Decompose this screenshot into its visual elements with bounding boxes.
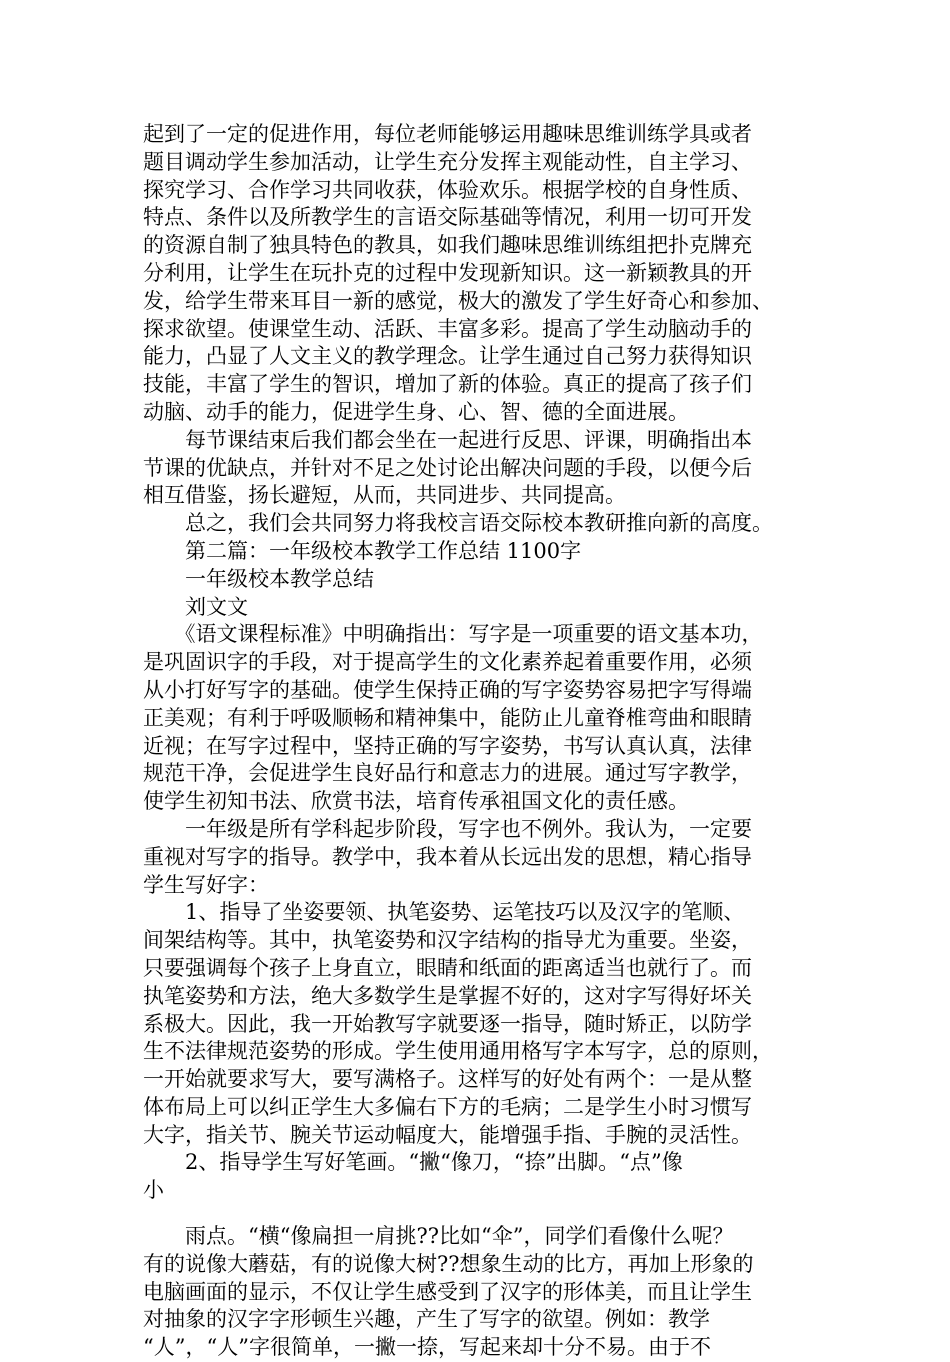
text-line: 分利用，让学生在玩扑克的过程中发现新知识。这一新颖教具的开 <box>143 260 752 285</box>
paragraph-gap <box>143 1205 823 1223</box>
text-line: 发，给学生带来耳目一新的感觉，极大的激发了学生好奇心和参加、 <box>143 288 773 313</box>
text-line: 一年级是所有学科起步阶段，写字也不例外。我认为，一定要 <box>143 816 752 841</box>
text-line: 重视对写字的指导。教学中，我本着从长远出发的思想，精心指导 <box>143 844 752 869</box>
text-line: 有的说像大蘑菇，有的说像大树??想象生动的比方，再加上形象的 <box>143 1251 754 1276</box>
section-title: 第二篇：一年级校本教学工作总结 1100字 <box>143 538 582 563</box>
text-line: 相互借鉴，扬长避短，从而，共同进步、共同提高。 <box>143 483 626 508</box>
text-line: 正美观；有利于呼吸顺畅和精神集中，能防止儿童脊椎弯曲和眼睛 <box>143 705 752 730</box>
text-line: 技能，丰富了学生的智识，增加了新的体验。真正的提高了孩子们 <box>143 372 752 397</box>
text-line: 是巩固识字的手段，对于提高学生的文化素养起着重要作用，必须 <box>143 650 752 675</box>
text-line: 生不法律规范姿势的形成。学生使用通用格写字本写字，总的原则， <box>143 1039 773 1064</box>
text-line: 1、指导了坐姿要领、执笔姿势、运笔技巧以及汉字的笔顺、 <box>143 900 745 925</box>
text-line: 节课的优缺点，并针对不足之处讨论出解决问题的手段，以便今后 <box>143 455 752 480</box>
text-line: 系极大。因此，我一开始教写字就要逐一指导，随时矫正，以防学 <box>143 1011 752 1036</box>
text-line: 总之，我们会共同努力将我校言语交际校本教研推向新的高度。 <box>143 511 773 536</box>
text-line: 规范干净，会促进学生良好品行和意志力的进展。通过写字教学， <box>143 761 752 786</box>
text-line: 雨点。“横“像扁担一肩挑??比如“伞”，同学们看像什么呢？ <box>143 1224 734 1249</box>
document-body <box>143 121 823 1362</box>
text-line: 2、指导学生写好笔画。“撇“像刀，“捺”出脚。“点”像 <box>143 1150 683 1175</box>
text-line: 起到了一定的促进作用，每位老师能够运用趣味思维训练学具或者 <box>143 122 752 146</box>
text-line: 体布局上可以纠正学生大多偏右下方的毛病；二是学生小时习惯写 <box>143 1094 752 1119</box>
text-line: 只要强调每个孩子上身直立，眼睛和纸面的距离适当也就行了。而 <box>143 955 752 980</box>
text-line: “人”，“人”字很简单，一撇一捺，写起来却十分不易。由于不 <box>143 1335 711 1360</box>
text-line: 能力，凸显了人文主义的教学理念。让学生通过自己努力获得知识 <box>143 344 752 369</box>
text-line: 使学生初知书法、欣赏书法，培育传承祖国文化的责任感。 <box>143 789 689 814</box>
text-line: 学生写好字： <box>143 872 269 897</box>
text-line: 从小打好写字的基础。使学生保持正确的写字姿势容易把字写得端 <box>143 677 752 702</box>
text-line: 间架结构等。其中，执笔姿势和汉字结构的指导尤为重要。坐姿， <box>143 928 752 953</box>
text-line: 小 <box>143 1178 164 1203</box>
text-line: 近视；在写字过程中，坚持正确的写字姿势，书写认真认真，法律 <box>143 733 752 758</box>
text-line: 探求欲望。使课堂生动、活跃、丰富多彩。提高了学生动脑动手的 <box>143 316 752 341</box>
text-line: 动脑、动手的能力，促进学生身、心、智、德的全面进展。 <box>143 399 689 424</box>
text-line: 执笔姿势和方法，绝大多数学生是掌握不好的，这对字写得好坏关 <box>143 983 752 1008</box>
text-line: 一开始就要求写大，要写满格子。这样写的好处有两个：一是从整 <box>143 1067 752 1092</box>
text-line: 大字，指关节、腕关节运动幅度大，能增强手指、手腕的灵活性。 <box>143 1122 752 1147</box>
text-line: 探究学习、合作学习共同收获，体验欢乐。根据学校的自身性质、 <box>143 177 752 202</box>
text-line: 特点、条件以及所教学生的言语交际基础等情况，利用一切可开发 <box>143 205 752 230</box>
author-name: 刘文文 <box>143 594 248 619</box>
text-line: 《语文课程标准》中明确指出：写字是一项重要的语文基本功， <box>143 622 763 647</box>
text-line: 题目调动学生参加活动，让学生充分发挥主观能动性，自主学习、 <box>143 149 752 174</box>
text-line: 每节课结束后我们都会坐在一起进行反思、评课，明确指出本 <box>143 427 752 452</box>
document-title: 一年级校本教学总结 <box>143 566 374 591</box>
text-line: 对抽象的汉字字形顿生兴趣，产生了写字的欲望。例如：教学 <box>143 1307 710 1332</box>
text-line: 的资源自制了独具特色的教具，如我们趣味思维训练组把扑克牌充 <box>143 233 752 258</box>
text-line: 电脑画面的显示，不仅让学生感受到了汉字的形体美，而且让学生 <box>143 1279 752 1304</box>
